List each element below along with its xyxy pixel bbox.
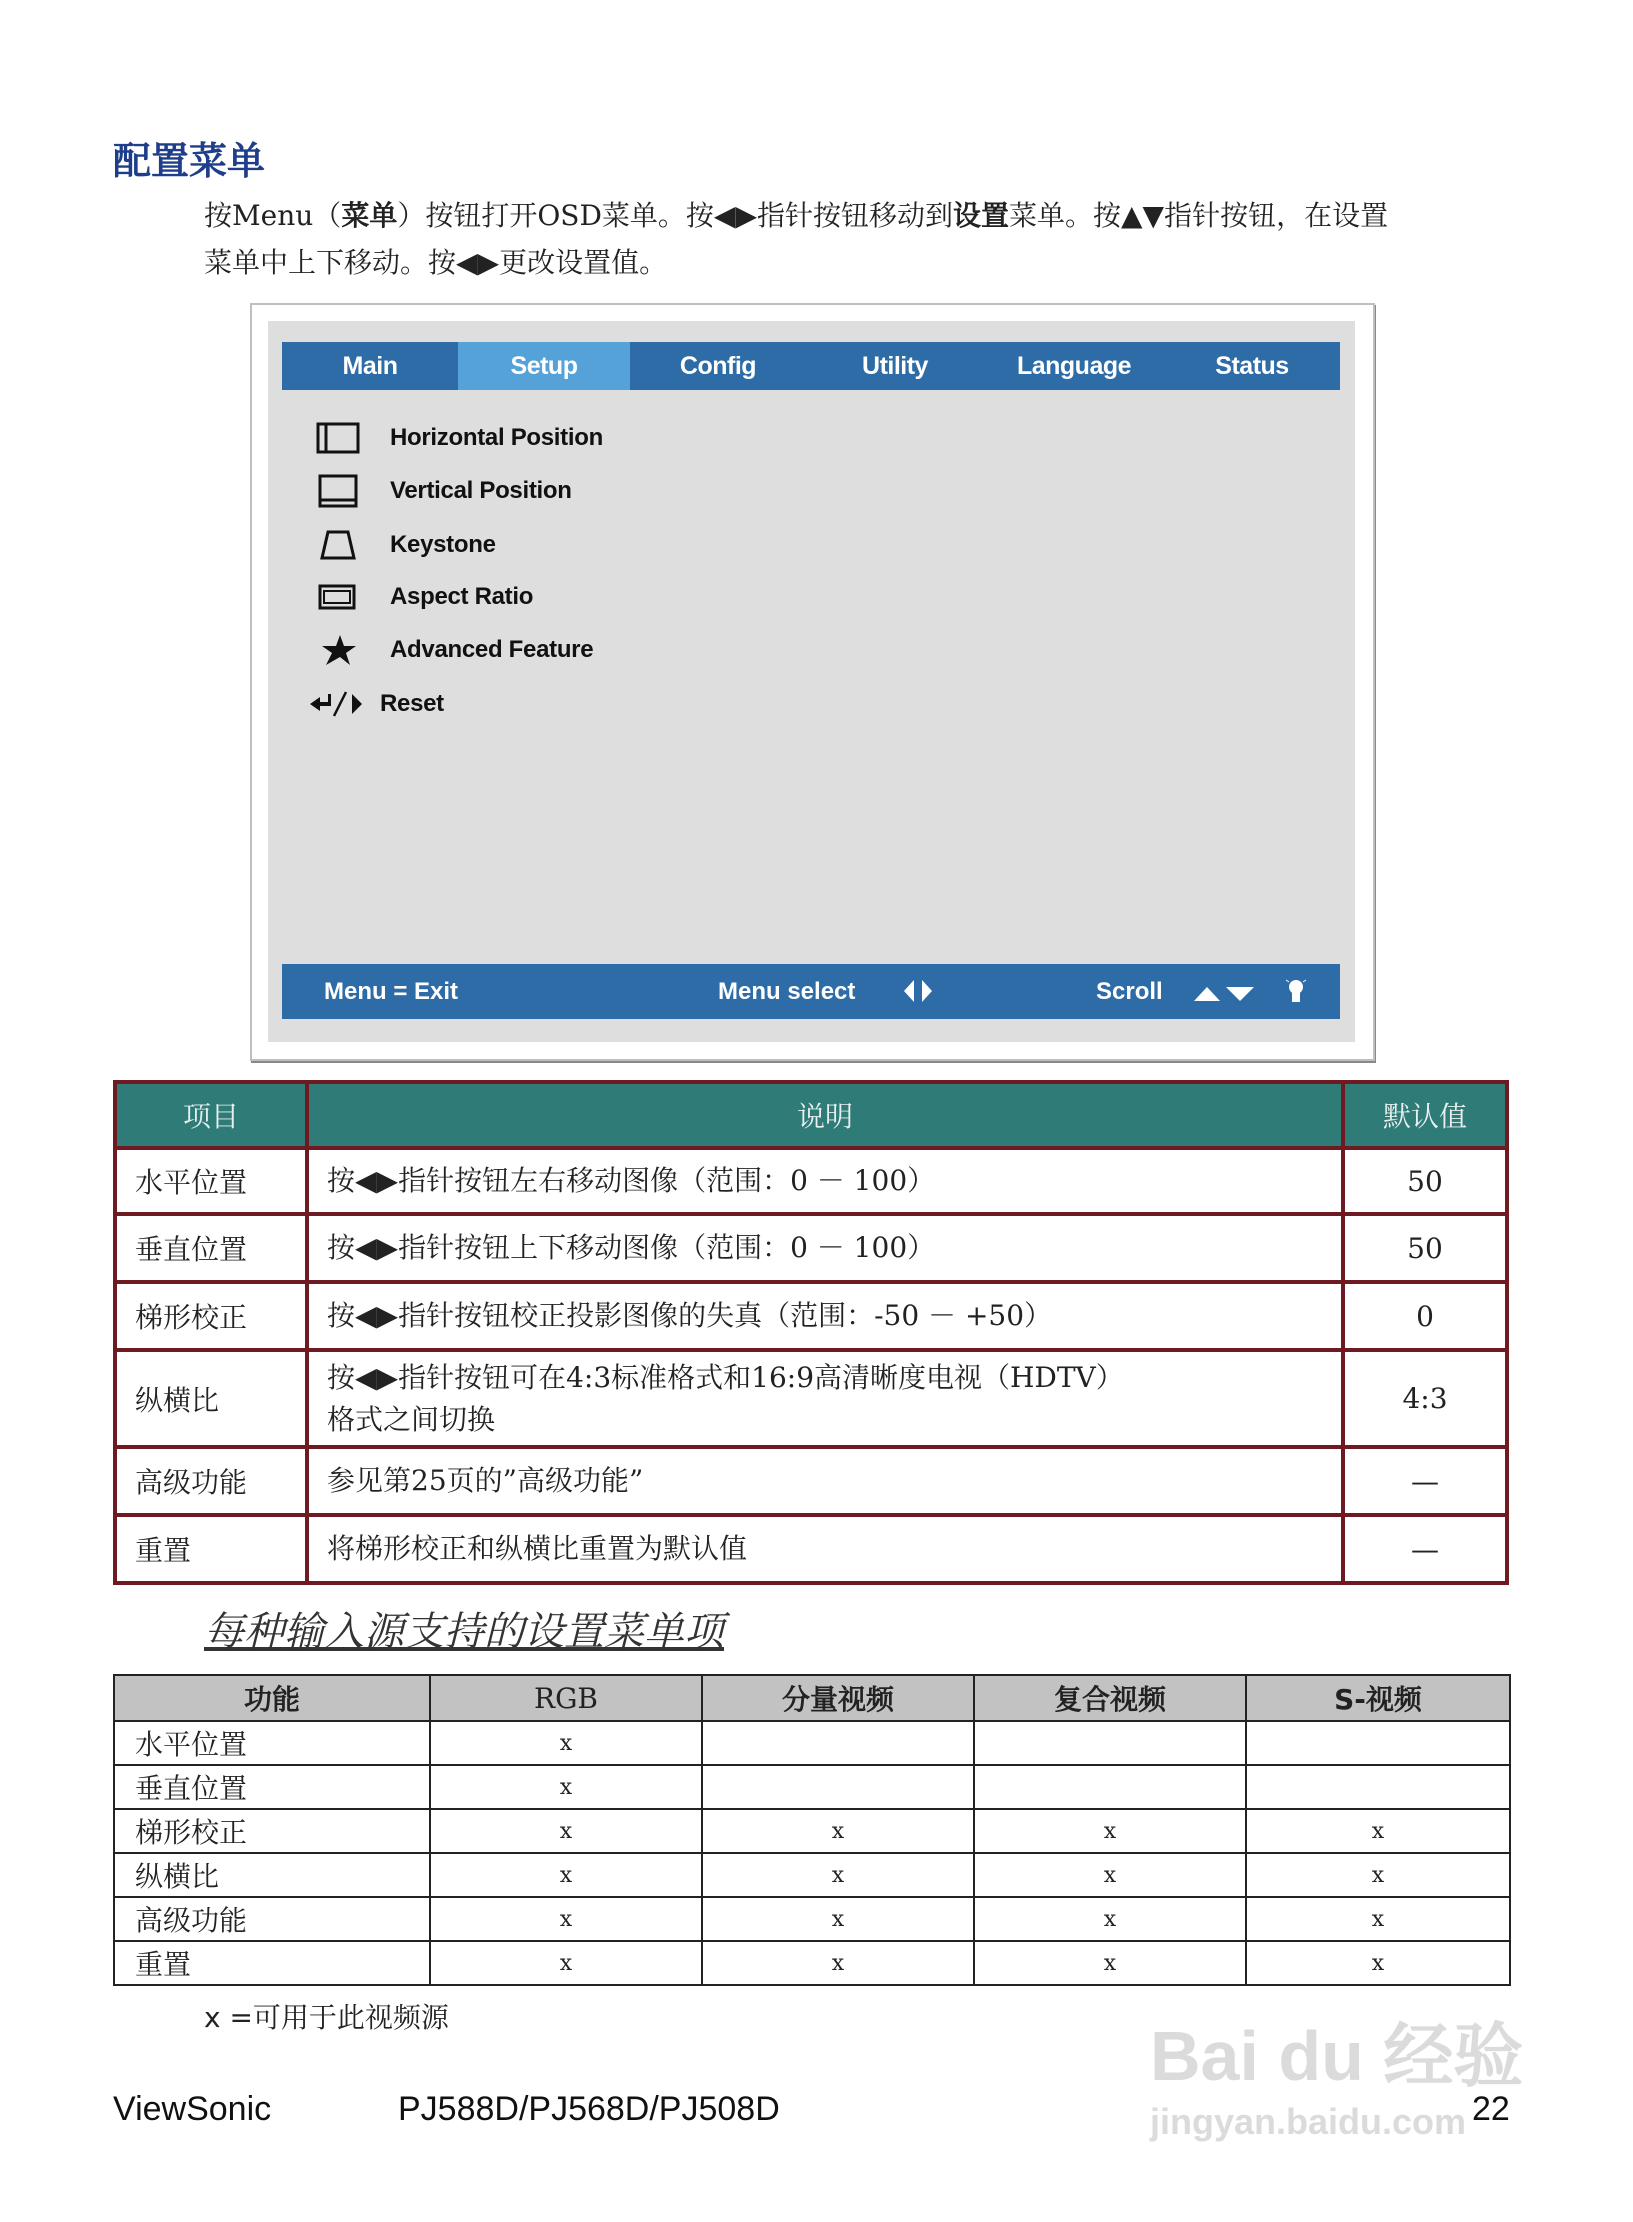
- cell-desc: 按◀▶指针按钮校正投影图像的失真（范围：-50 － +50）: [307, 1282, 1343, 1350]
- table-row: [115, 1282, 1507, 1350]
- scroll-hint: Scroll: [1096, 978, 1163, 1005]
- cell-support: [702, 1765, 974, 1809]
- cell-support: x: [1246, 1897, 1510, 1941]
- header-composite: 复合视频: [974, 1675, 1246, 1721]
- support-table-title: 每种输入源支持的设置菜单项: [204, 1609, 724, 1655]
- cell-support: [702, 1721, 974, 1765]
- cell-item: 水平位置: [115, 1148, 307, 1214]
- horizontal-position-icon: [308, 422, 368, 454]
- table-row: [115, 1350, 1507, 1447]
- cell-desc: [307, 1350, 1343, 1447]
- cell-item: 纵横比: [115, 1350, 307, 1447]
- tab-language[interactable]: Language: [1016, 351, 1132, 380]
- osd-footer-bar: [282, 964, 1340, 1019]
- menu-item-aspect-ratio[interactable]: [308, 577, 533, 617]
- footer-model: PJ588D/PJ568D/PJ508D: [398, 2090, 780, 2128]
- table-row: [114, 1897, 1510, 1941]
- enter-right-icon: [308, 689, 368, 719]
- table-row: [114, 1941, 1510, 1985]
- desc-line: 格式之间切换: [327, 1402, 496, 1436]
- menu-item-vertical-position[interactable]: [308, 471, 572, 511]
- header-default: 默认值: [1343, 1082, 1507, 1148]
- cell-support: [974, 1721, 1246, 1765]
- intro-text: ）按钮打开OSD菜单。按◀▶指针按钮移动到: [397, 199, 953, 232]
- menu-item-label: Keystone: [390, 531, 496, 558]
- cell-support: x: [702, 1941, 974, 1985]
- cell-default: —: [1343, 1515, 1507, 1583]
- menu-item-reset[interactable]: [308, 684, 444, 724]
- table-row: [114, 1809, 1510, 1853]
- menu-item-label: Horizontal Position: [390, 424, 603, 451]
- table-row: [115, 1447, 1507, 1515]
- cell-support: [1246, 1721, 1510, 1765]
- cell-desc: 参见第25页的”高级功能”: [307, 1447, 1343, 1515]
- cell-desc: 按◀▶指针按钮上下移动图像（范围：0 － 100）: [307, 1214, 1343, 1282]
- table-row: [115, 1214, 1507, 1282]
- settings-description-table: [113, 1080, 1509, 1585]
- cell-support: x: [702, 1809, 974, 1853]
- tab-setup[interactable]: Setup: [458, 342, 630, 390]
- page-number: 22: [1472, 2090, 1510, 2128]
- tab-utility[interactable]: Utility: [862, 351, 928, 380]
- watermark-logo: Bai du 经验: [1150, 2017, 1524, 2095]
- input-support-table: [113, 1674, 1511, 1986]
- cell-default: 0: [1343, 1282, 1507, 1350]
- cell-support: [974, 1765, 1246, 1809]
- menu-item-advanced-feature[interactable]: [308, 630, 593, 670]
- menu-item-label: Reset: [380, 690, 444, 717]
- cell-support: x: [702, 1897, 974, 1941]
- intro-line-1: [204, 194, 1388, 234]
- cell-default: 50: [1343, 1148, 1507, 1214]
- cell-support: x: [430, 1941, 702, 1985]
- aspect-ratio-icon: [308, 583, 368, 611]
- table-legend: x =可用于此视频源: [204, 2001, 449, 2034]
- osd-tab-bar: [282, 342, 1340, 390]
- cell-desc: 按◀▶指针按钮左右移动图像（范围：0 － 100）: [307, 1148, 1343, 1214]
- left-right-arrows-icon: [902, 978, 936, 1011]
- cell-function: 水平位置: [114, 1721, 430, 1765]
- cell-function: 纵横比: [114, 1853, 430, 1897]
- star-icon: [308, 633, 368, 667]
- cell-item: 垂直位置: [115, 1214, 307, 1282]
- header-component: 分量视频: [702, 1675, 974, 1721]
- header-function: 功能: [114, 1675, 430, 1721]
- tab-config[interactable]: Config: [679, 351, 757, 380]
- cell-support: x: [974, 1897, 1246, 1941]
- header-item: 项目: [115, 1082, 307, 1148]
- cell-support: [1246, 1765, 1510, 1809]
- table-row: [114, 1765, 1510, 1809]
- cell-support: x: [430, 1853, 702, 1897]
- cell-function: 梯形校正: [114, 1809, 430, 1853]
- cell-support: x: [430, 1809, 702, 1853]
- header-rgb: RGB: [430, 1675, 702, 1721]
- cell-function: 垂直位置: [114, 1765, 430, 1809]
- header-s-video: S-视频: [1246, 1675, 1510, 1721]
- cell-default: 50: [1343, 1214, 1507, 1282]
- menu-item-label: Advanced Feature: [390, 636, 594, 663]
- table-row: [115, 1515, 1507, 1583]
- cell-support: x: [974, 1853, 1246, 1897]
- cell-default: 4:3: [1343, 1350, 1507, 1447]
- menu-item-label: Aspect Ratio: [390, 583, 534, 610]
- cell-support: x: [974, 1941, 1246, 1985]
- table-row: [115, 1148, 1507, 1214]
- cell-item: 重置: [115, 1515, 307, 1583]
- table-row: [114, 1853, 1510, 1897]
- cell-function: 高级功能: [114, 1897, 430, 1941]
- bulb-icon: [1284, 976, 1308, 1013]
- menu-select-hint: Menu select: [718, 978, 856, 1005]
- cell-support: x: [430, 1721, 702, 1765]
- cell-support: x: [974, 1809, 1246, 1853]
- menu-item-keystone[interactable]: [308, 525, 496, 565]
- table-header-row: [114, 1675, 1510, 1721]
- menu-item-label: Vertical Position: [390, 477, 572, 504]
- header-description: 说明: [307, 1082, 1343, 1148]
- cell-default: —: [1343, 1447, 1507, 1515]
- baidu-watermark: [1150, 2000, 1523, 2143]
- table-row: [114, 1721, 1510, 1765]
- footer-brand: ViewSonic: [113, 2090, 272, 2128]
- cell-support: x: [430, 1765, 702, 1809]
- cell-support: x: [1246, 1941, 1510, 1985]
- desc-line: 按◀▶指针按钮可在4:3标准格式和16:9高清晰度电视（HDTV）: [327, 1360, 1124, 1394]
- keystone-icon: [308, 529, 368, 561]
- intro-bold-menu: 菜单: [341, 199, 398, 232]
- up-down-arrows-icon: [1192, 982, 1262, 1010]
- menu-item-horizontal-position[interactable]: [308, 418, 603, 458]
- menu-exit-hint: Menu = Exit: [324, 978, 459, 1005]
- vertical-position-icon: [308, 474, 368, 508]
- cell-support: x: [702, 1853, 974, 1897]
- cell-function: 重置: [114, 1941, 430, 1985]
- cell-desc: 将梯形校正和纵横比重置为默认值: [307, 1515, 1343, 1583]
- table-header-row: [115, 1082, 1507, 1148]
- intro-text: 菜单。按▲▼指针按钮，在设置: [1009, 199, 1389, 232]
- watermark-url: jingyan.baidu.com: [1150, 2101, 1467, 2142]
- cell-support: x: [430, 1897, 702, 1941]
- intro-bold-setup: 设置: [952, 199, 1009, 232]
- cell-item: 梯形校正: [115, 1282, 307, 1350]
- tab-status[interactable]: Status: [1215, 351, 1289, 380]
- cell-item: 高级功能: [115, 1447, 307, 1515]
- tab-main[interactable]: Main: [342, 351, 398, 380]
- cell-support: x: [1246, 1809, 1510, 1853]
- intro-line-2: 菜单中上下移动。按◀▶更改设置值。: [204, 246, 668, 279]
- page-title: 配置菜单: [113, 139, 266, 183]
- intro-text: 按Menu（: [204, 199, 342, 232]
- cell-support: x: [1246, 1853, 1510, 1897]
